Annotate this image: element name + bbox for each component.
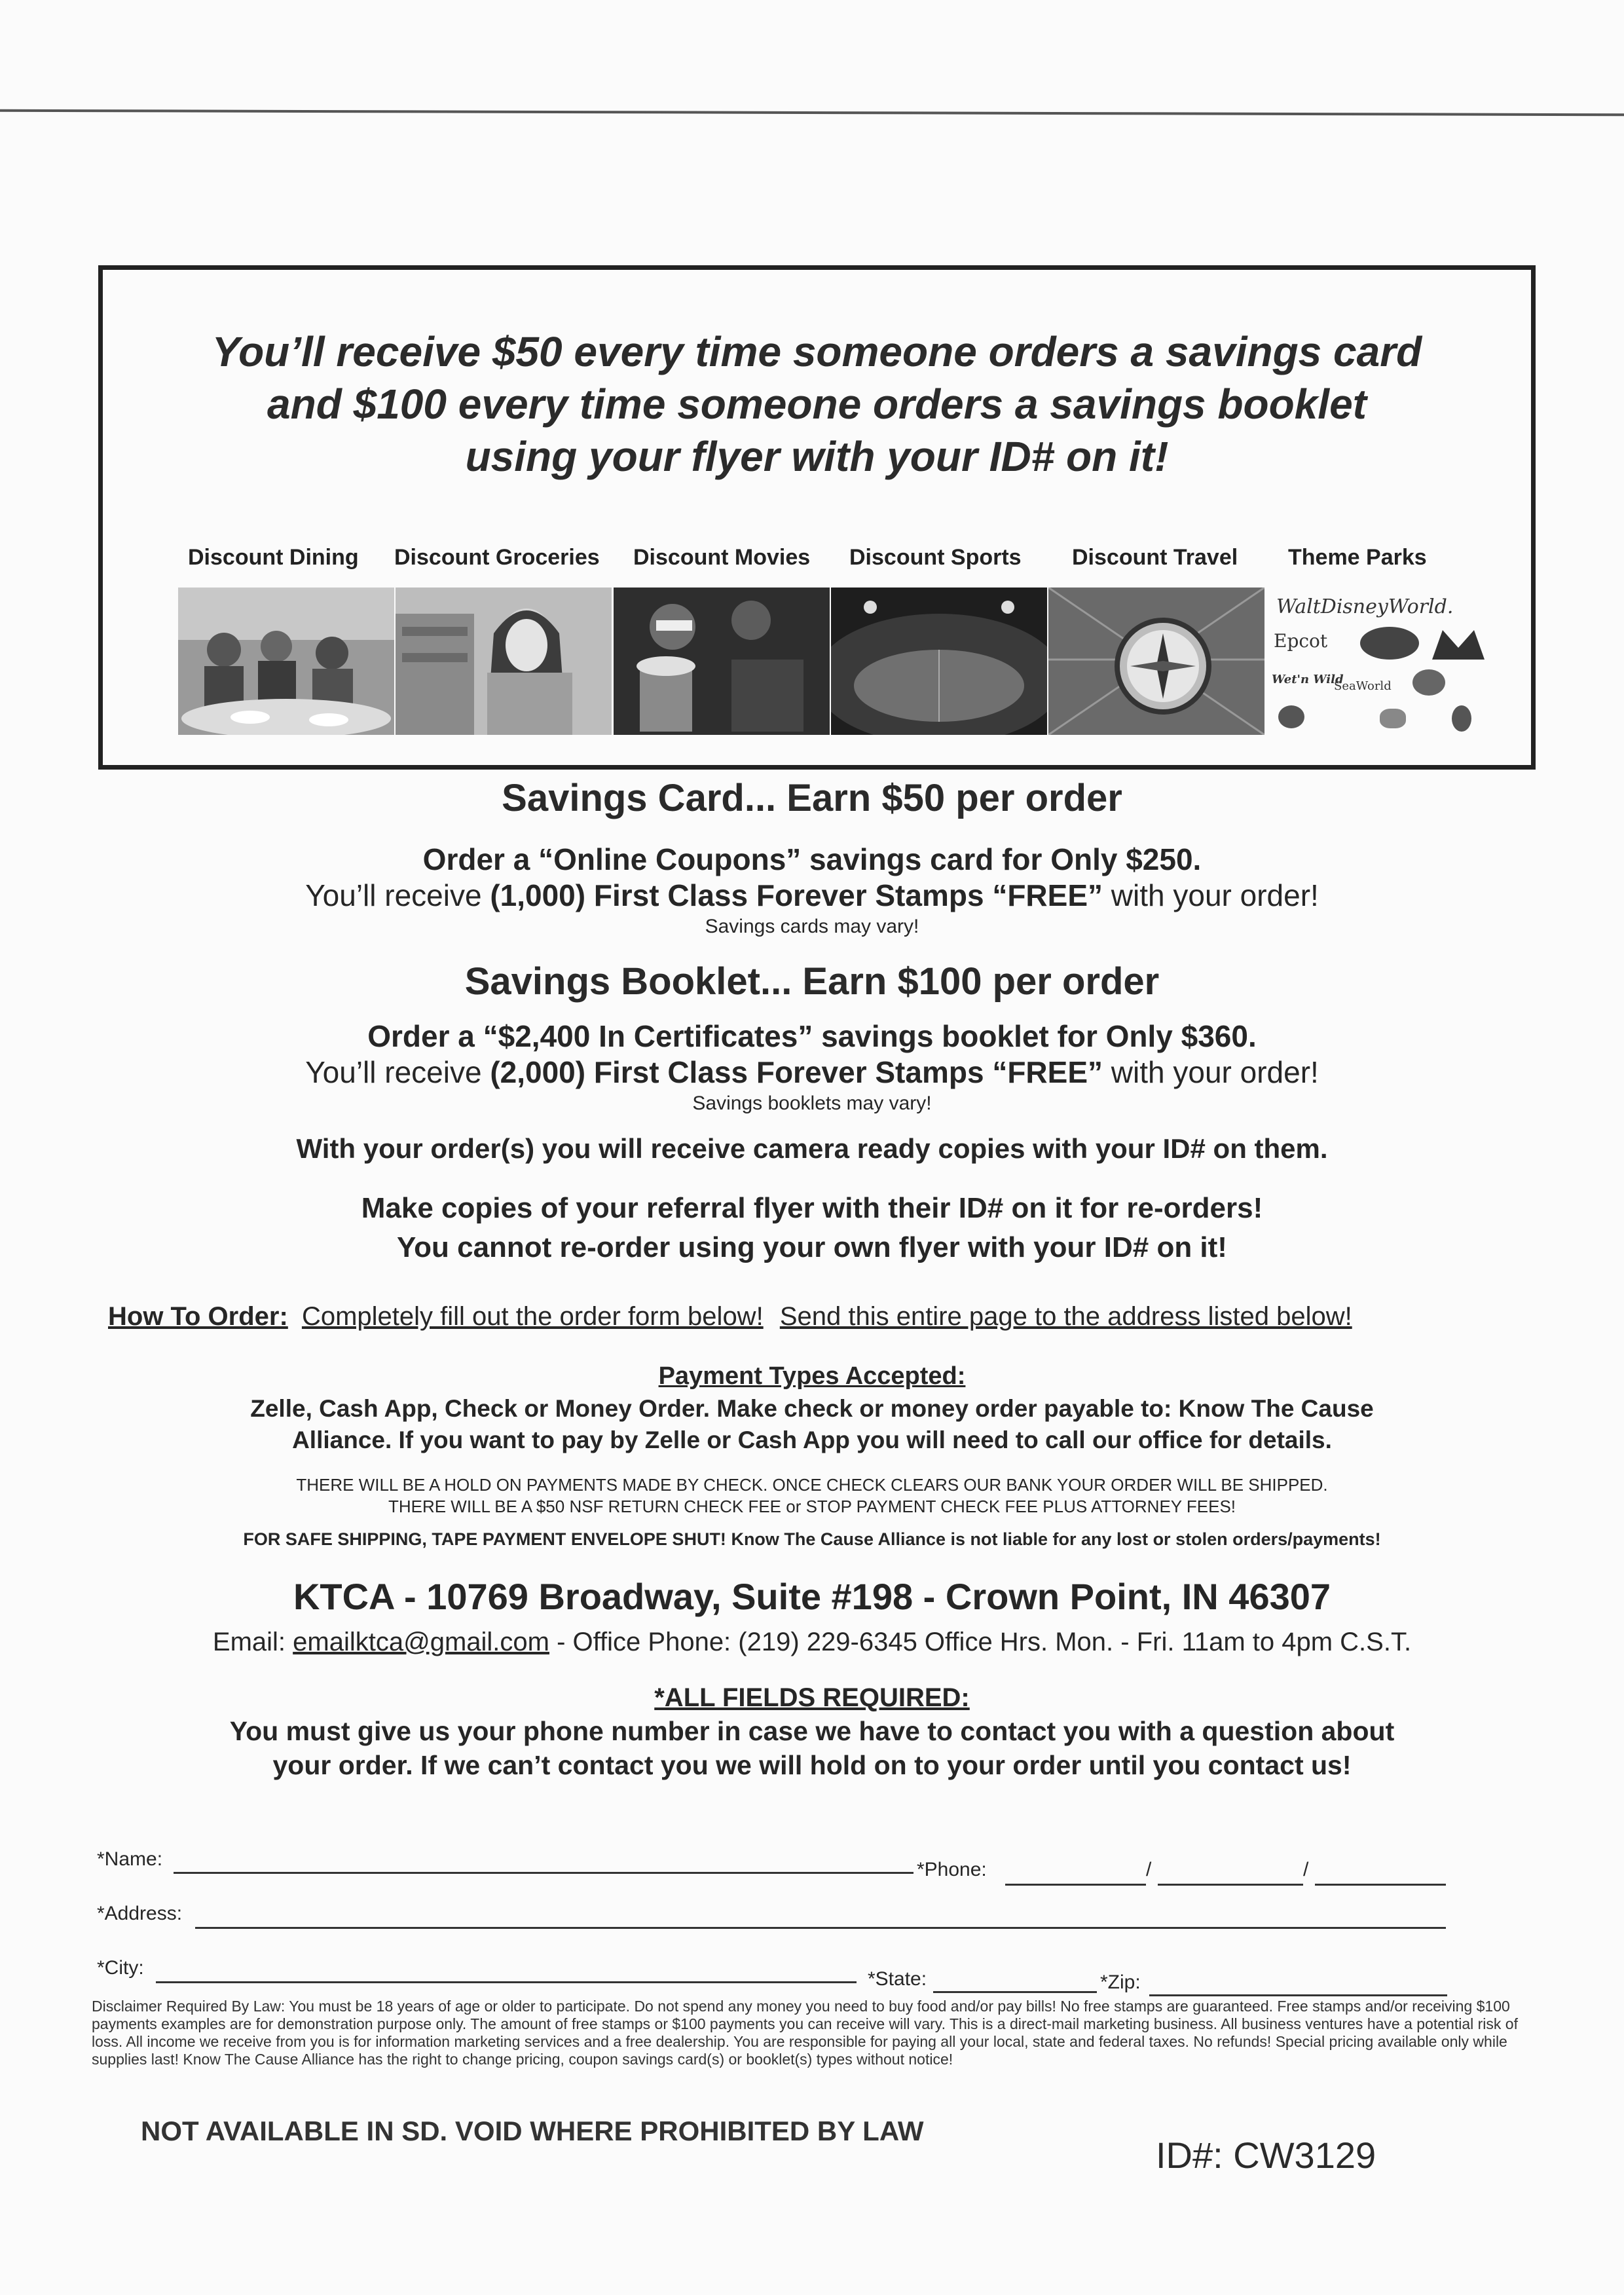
email-link[interactable]: emailktca@gmail.com [293, 1628, 549, 1656]
groceries-photo [396, 588, 612, 735]
booklet-stamps-line: You’ll receive (2,000) First Class Forever Stamps “FREE” with your order! [305, 1055, 1319, 1089]
phone-line-input[interactable] [1315, 1884, 1446, 1886]
how-to-order: How To Order: Completely fill out the order form below! Send this entire page to the address listed below! [108, 1302, 1352, 1331]
required-line-2: your order. If we can’t contact you we will hold on to your order until you contact us! [272, 1750, 1352, 1780]
category-sports-label: Discount Sports [849, 545, 1022, 570]
booklet-heading: Savings Booklet... Earn $100 per order [464, 960, 1160, 1003]
payment-line-2: Alliance. If you want to pay by Zelle or Cash App you will need to call our office for details. [292, 1427, 1332, 1453]
phone-slash-1: / [1146, 1859, 1152, 1880]
shipping-notice: FOR SAFE SHIPPING, TAPE PAYMENT ENVELOPE SHUT! Know The Cause Alliance is not liable for any lost or stolen orders/payments! [243, 1529, 1381, 1549]
city-label: *City: [97, 1957, 144, 1979]
legal-disclaimer: Disclaimer Required By Law: You must be 18 years of age or older to participate. Do not spend any money you need to buy food and/or pay bills! No free stamps are guaranteed. Free stamps and/or receiving $100 payments examples are for demonstration purpose only. The amount of free stamps or $100 payments you can receive will vary. This is a direct-mail marketing business. All business ventures have a potential risk of loss. All income we receive from you is for information marketing services and a free dealership. You are responsible for paying all your local, state and federal taxes. No refunds! Special pricing available only while supplies last! Know The Cause Alliance has the right to change pricing, coupon savings card(s) or booklet(s) types without notice! [92, 1998, 1518, 2068]
phone-slash-2: / [1303, 1859, 1309, 1880]
seaworld-logo: SeaWorld [1334, 679, 1392, 693]
universal-globe-icon [1360, 627, 1419, 660]
banner-headline: You’ll receive $50 every time someone orders a savings card and $100 every time someone orders a savings booklet using your flyer with your ID# on it! [212, 328, 1422, 480]
park-emblem-icon-3 [1380, 709, 1406, 728]
card-stamps-line: You’ll receive (1,000) First Class Forever Stamps “FREE” with your order! [305, 878, 1319, 912]
park-emblem-icon-4 [1452, 705, 1471, 732]
name-label: *Name: [97, 1848, 163, 1870]
city-input[interactable] [156, 1981, 857, 1983]
state-input[interactable] [933, 1991, 1097, 1993]
card-offer: Order a “Online Coupons” savings card for Only $250. [422, 842, 1202, 876]
sports-photo [831, 588, 1047, 735]
phone-label: *Phone: [917, 1859, 987, 1880]
check-hold-notice: THERE WILL BE A HOLD ON PAYMENTS MADE BY CHECK. ONCE CHECK CLEARS OUR BANK YOUR ORDER WILL BE SHIPPED. [296, 1475, 1328, 1495]
category-movies-label: Discount Movies [633, 545, 811, 570]
movies-photo [614, 588, 830, 735]
category-theme-parks-label: Theme Parks [1288, 545, 1427, 570]
dining-photo [178, 588, 394, 735]
address-input[interactable] [195, 1927, 1446, 1929]
park-emblem-icon-2 [1278, 705, 1304, 728]
reorder-note-1: Make copies of your referral flyer with their ID# on it for re-orders! [361, 1192, 1263, 1224]
required-line-1: You must give us your phone number in case we have to contact you with a question about [229, 1716, 1395, 1746]
epcot-logo: Epcot [1274, 630, 1328, 652]
availability-notice: NOT AVAILABLE IN SD. VOID WHERE PROHIBITED BY LAW [141, 2116, 924, 2146]
reorder-note-2: You cannot re-order using your own flyer with your ID# on it! [397, 1231, 1227, 1263]
travel-photo [1048, 588, 1264, 735]
zip-label: *Zip: [1100, 1971, 1141, 1993]
category-travel-label: Discount Travel [1072, 545, 1238, 570]
payment-heading: Payment Types Accepted: [658, 1362, 966, 1390]
category-groceries-label: Discount Groceries [394, 545, 600, 570]
phone-prefix-input[interactable] [1158, 1884, 1303, 1886]
park-badge-icon [1432, 630, 1485, 660]
name-input[interactable] [174, 1872, 913, 1874]
scan-edge-line [0, 109, 1624, 116]
theme-park-logos [1268, 588, 1530, 735]
promo-banner [98, 265, 1536, 770]
booklet-offer: Order a “$2,400 In Certificates” savings booklet for Only $360. [367, 1019, 1257, 1053]
zip-input[interactable] [1149, 1994, 1447, 1996]
contact-line: Email: emailktca@gmail.com - Office Phone: (219) 229-6345 Office Hrs. Mon. - Fri. 11am to 4pm C.S.T. [212, 1628, 1412, 1656]
referral-id: ID#: CW3129 [1156, 2135, 1376, 2176]
card-note: Savings cards may vary! [705, 916, 919, 937]
category-dining-label: Discount Dining [188, 545, 359, 570]
nsf-fee-notice: THERE WILL BE A $50 NSF RETURN CHECK FEE or STOP PAYMENT CHECK FEE PLUS ATTORNEY FEES! [388, 1497, 1236, 1516]
wet-n-wild-logo: Wet'n Wild [1272, 673, 1344, 686]
disney-logo: WaltDisneyWorld. [1276, 595, 1454, 618]
booklet-note: Savings booklets may vary! [692, 1092, 932, 1114]
state-label: *State: [868, 1968, 927, 1990]
phone-area-input[interactable] [1005, 1884, 1146, 1886]
card-heading: Savings Card... Earn $50 per order [502, 777, 1122, 819]
address-label: *Address: [97, 1903, 183, 1924]
payment-line-1: Zelle, Cash App, Check or Money Order. Make check or money order payable to: Know The Cause [250, 1395, 1374, 1422]
camera-ready-note: With your order(s) you will receive camera ready copies with your ID# on them. [296, 1133, 1328, 1164]
park-emblem-icon [1412, 669, 1445, 696]
required-heading: *ALL FIELDS REQUIRED: [654, 1683, 970, 1712]
mailing-address: KTCA - 10769 Broadway, Suite #198 - Crown Point, IN 46307 [293, 1576, 1331, 1617]
